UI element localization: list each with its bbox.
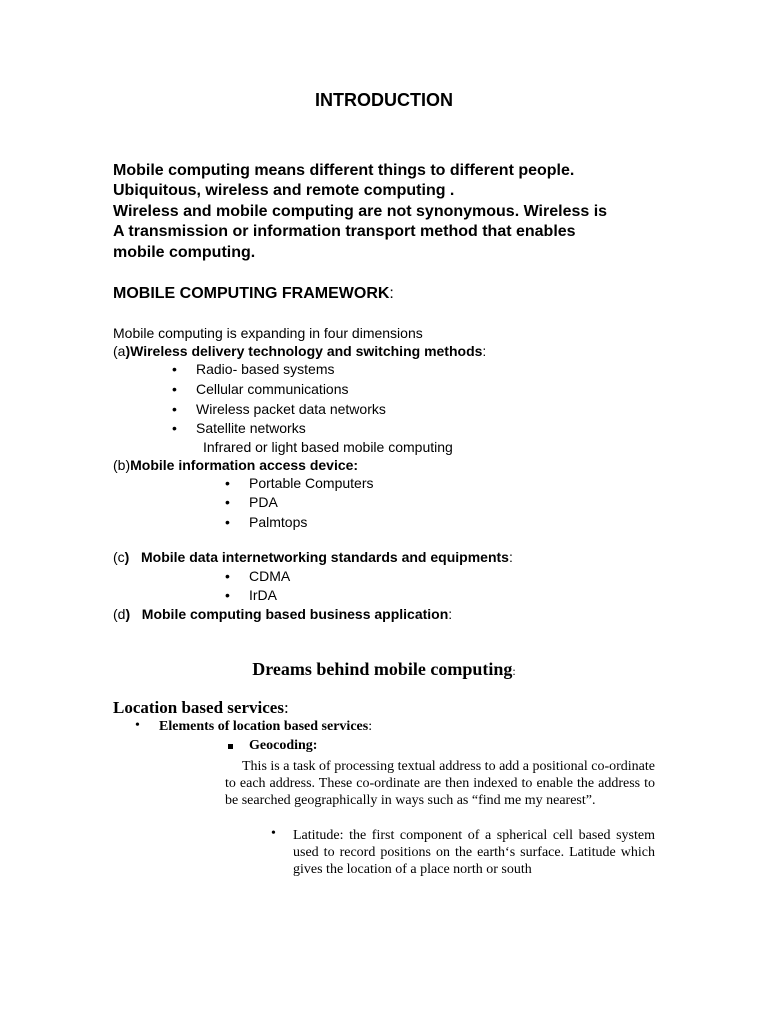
section-a-item-2: Cellular communications [196,381,349,397]
framework-heading-text: MOBILE COMPUTING FRAMEWORK [113,285,390,302]
bullet-icon: • [225,494,230,510]
bullet-icon: • [172,420,177,436]
bullet-icon: • [225,568,230,584]
intro-line-5: mobile computing. [113,244,256,261]
bullet-icon: • [172,381,177,397]
section-c-marker: (c [113,549,125,565]
section-a-label: )Wireless delivery technology and switching methods [125,343,483,359]
list-item [225,567,230,585]
section-b-heading [113,456,358,474]
lbs-elements-text: Elements of location based services [159,719,369,734]
section-d-label: ) Mobile computing based business application [125,606,449,622]
geocoding-paragraph [225,758,655,809]
section-b-marker: (b) [113,457,131,473]
section-a-extra: Infrared or light based mobile computing [203,439,453,455]
section-c-item-1: CDMA [249,568,291,584]
section-d-marker: (d [113,606,126,622]
section-d-heading [113,605,452,623]
section-a-item-4: Satellite networks [196,420,306,436]
lbs-heading [113,698,289,718]
section-b-label: Mobile information access device: [130,457,359,473]
section-c-colon: : [508,549,513,565]
dreams-heading [0,659,768,680]
framework-lead: Mobile computing is expanding in four dimensions [113,325,423,341]
bullet-icon: • [271,826,276,841]
intro-line-4: A transmission or information transport method that enables [113,223,576,240]
section-a-marker: (a [113,343,126,359]
page-title: INTRODUCTION [315,90,453,110]
square-bullet-icon [228,744,233,749]
intro-line-2: Ubiquitous, wireless and remote computing . [113,182,455,199]
list-item [172,360,177,378]
geocoding-label: Geocoding: [249,738,318,753]
section-c-label: ) Mobile data internetworking standards and equipments [124,549,509,565]
lbs-heading-text: Location based services [113,698,284,717]
dreams-heading-colon: : [512,664,516,678]
intro-line-3: Wireless and mobile computing are not synonymous. Wireless is [113,203,608,220]
section-b-item-2: PDA [249,494,278,510]
lbs-heading-colon: : [283,698,289,717]
section-c-heading [113,548,513,566]
section-b-item-1: Portable Computers [249,475,374,491]
section-a-item-1: Radio- based systems [196,361,335,377]
section-a-item-3: Wireless packet data networks [196,401,386,417]
list-item [172,380,177,398]
framework-heading-colon: : [389,285,394,302]
bullet-icon: • [225,587,230,603]
list-item [135,718,140,734]
framework-heading [113,285,394,303]
list-item [225,586,230,604]
section-a-heading [113,342,486,360]
section-b-item-3: Palmtops [249,514,308,530]
list-item [225,493,230,511]
lbs-elements [159,719,372,735]
bullet-icon: • [225,475,230,491]
bullet-icon: • [135,718,140,733]
list-item [271,826,276,842]
lbs-elements-colon: : [368,719,373,734]
intro-line-1: Mobile computing means different things to different people. [113,162,575,179]
section-c-item-2: IrDA [249,587,277,603]
list-item [225,513,230,531]
bullet-icon: • [172,401,177,417]
dreams-heading-text: Dreams behind mobile computing [252,659,513,679]
list-item [225,474,230,492]
section-a-colon: : [482,343,487,359]
bullet-icon: • [225,514,230,530]
bullet-icon: • [172,361,177,377]
latitude-paragraph: Latitude: the first component of a spherical cell based system used to record positions on the earth‘s surface. Latitude which gives the location of a place north or south [293,828,655,877]
list-item [172,400,177,418]
list-item [172,419,177,437]
geocoding-text: This is a task of processing textual address to add a positional co-ordinate to each address. These co-ordinate are then indexed to enable the address to be searched geographically in ways such as “find me my nearest”. [225,759,655,808]
section-d-colon: : [448,606,453,622]
